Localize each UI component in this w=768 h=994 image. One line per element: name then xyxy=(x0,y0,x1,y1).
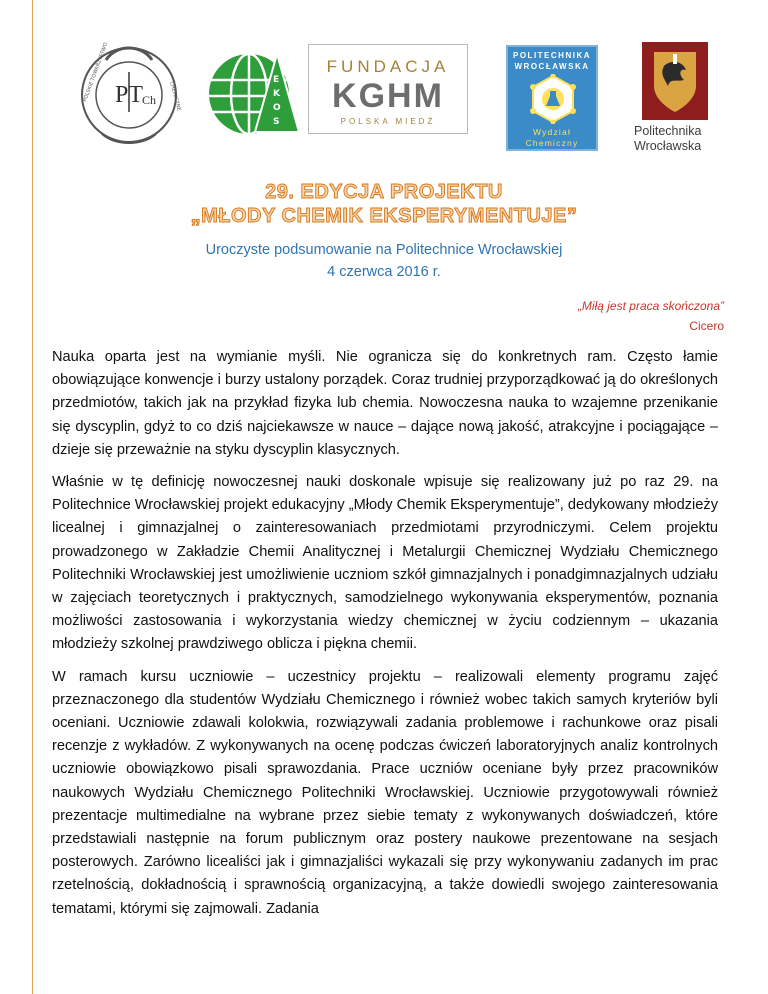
pwr-shield-icon xyxy=(642,42,708,120)
quote-author: Cicero xyxy=(689,319,724,333)
svg-text:Ch: Ch xyxy=(142,93,157,107)
wch-bottom-text xyxy=(508,127,596,149)
pwr-text xyxy=(634,124,730,154)
pwr-logo xyxy=(634,42,718,160)
pwr-line1: Politechnika xyxy=(634,124,702,138)
ptchem-logo xyxy=(76,42,182,148)
svg-text:K: K xyxy=(273,89,280,99)
kghm-main-text: KGHM xyxy=(332,77,444,115)
svg-text:PT: PT xyxy=(114,82,144,108)
svg-text:CHEMICZNE: CHEMICZNE xyxy=(168,80,182,112)
wch-top-line2: WROCŁAWSKA xyxy=(514,62,590,71)
kghm-logo xyxy=(308,44,468,134)
pwr-line2: Wrocławska xyxy=(634,139,702,153)
svg-text:O: O xyxy=(273,103,281,113)
article-body xyxy=(52,346,718,930)
wch-top-line1: POLITECHNIKA xyxy=(513,51,591,60)
kghm-fund-text: FUNDACJA xyxy=(326,57,450,76)
wch-bottom-line1: Wydział xyxy=(532,127,572,137)
margin-rule xyxy=(32,0,33,994)
quote-text: „Miłą jest praca skończona” xyxy=(577,299,724,313)
svg-text:S: S xyxy=(273,117,280,127)
svg-text:POLSKIE TOWARZYSTWO: POLSKIE TOWARZYSTWO xyxy=(82,42,110,103)
title-line-1: 29. EDYCJA PROJEKTU xyxy=(265,181,503,203)
kghm-sub-text: POLSKA MIEDŹ xyxy=(340,117,436,126)
paragraph: Właśnie w tę definicję nowoczesnej nauki doskonale wpisuje się realizowany już po raz 29. na Politechnice Wrocławskiej projekt edukacyjny „Młody Chemik Eksperymentuje”, dedykowany młodzieży licealnej i gimnazjalnej o zainteresowaniach przedmiotami przyrodniczymi. Celem projektu prowadzonego w Zakładzie Chemii Analitycznej i Metalurgii Chemicznej Wydziału Chemicznego Politechniki Wrocławskiej jest umożliwienie uczniom szkół gimnazjalnych i ponadgimnazjalnych udziału w zajęciach teoretycznych i praktycznych, samodzielnego wykonywania eksperymentów, poznania możliwości zastosowania i wykorzystania wiedzy chemicznej w życiu codziennym – ukazania młodzieży szkolnej prawdziwego oblicza i piękna chemii. xyxy=(52,474,718,653)
wydzial-chemiczny-logo xyxy=(506,45,598,151)
wch-top-text xyxy=(508,50,596,72)
title-line-2: „MŁODY CHEMIK EKSPERYMENTUJE” xyxy=(190,205,578,227)
svg-text:E: E xyxy=(273,75,280,85)
wch-bottom-line2: Chemiczny xyxy=(525,138,579,148)
ekos-logo xyxy=(205,44,301,140)
paragraph: W ramach kursu uczniowie – uczestnicy projektu – realizowali elementy programu zajęć przeznaczonego dla studentów Wydziału Chemicznego i również wobec takich samych kryteriów byli oceniani. Uczniowie zdawali kolokwia, rozwiązywali zadania problemowe i rachunkowe oraz pisali recenzje z wykładów. Z wykonywanych na ocenę podczas ćwiczeń laboratoryjnych analiz kontrolnych uczniowie obowiązkowo pisali sprawozdania. Prace uczniów oceniane były przez pracowników naukowych Wydziału Chemicznego Politechniki Wrocławskiej. Uczniowie przygotowywali również prezentacje multimedialne na wybrane przez siebie tematy z wykonywanych doświadczeń, które przedstawiali następnie na forum publicznym oraz postery naukowe prezentowane na sesjach posterowych. Zarówno licealiści jak i gimnazjaliści wykazali się przy wykonywaniu zadanych im prac rzetelnością, dokładnością i sprawnością organizacyjną, a także dowiedli swojego zainteresowania tematami, którymi się zajmowali. Zadania xyxy=(52,668,718,917)
subtitle: Uroczyste podsumowanie na Politechnice Wrocławskiej xyxy=(205,242,563,258)
flask-emblem-icon xyxy=(529,74,577,124)
paragraph: Nauka oparta jest na wymianie myśli. Nie ogranicza się do konkretnych ram. Często łamie obowiązujące konwencje i burzy ustalony porządek. Coraz trudniej przyporządkować ją do określonych przedmiotów, takich jak na przykład fizyka lub chemia. Nowoczesna nauka to wzajemne przenikanie się dyscyplin, gdyż to co dziś najciekawsze w nauce – dające nową jakość, atrakcyjne i pociągające – dzieje się przeważnie na styku dyscyplin klasycznych. xyxy=(52,349,718,458)
event-date: 4 czerwca 2016 r. xyxy=(327,264,441,280)
